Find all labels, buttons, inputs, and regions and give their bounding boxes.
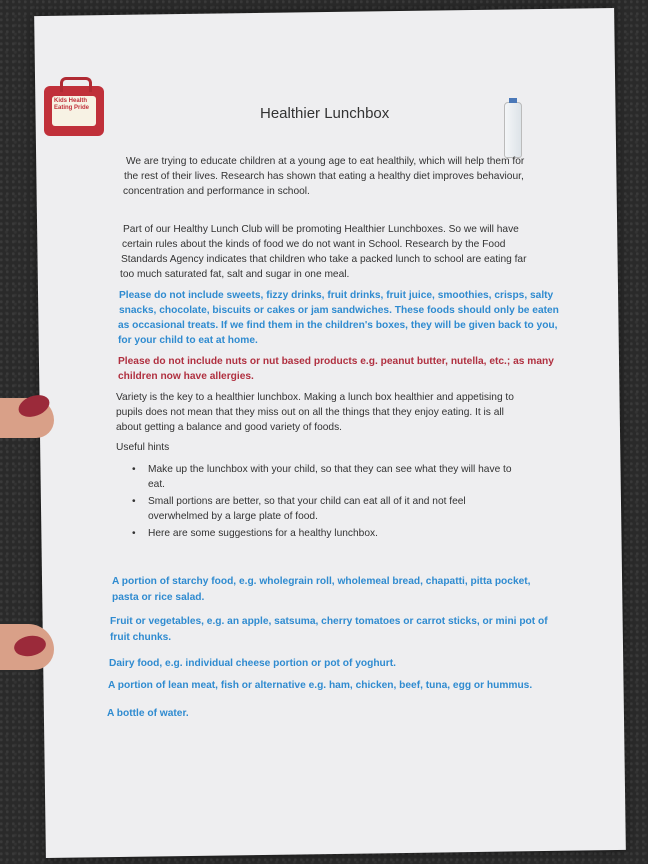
hints-heading: Useful hints [116,442,170,453]
variety-line-3: about getting a balance and good variety of foods. [116,422,342,433]
sweets-rule-line-3: as occasional treats. If we find them in the children's boxes, they will be given back to you, [118,320,558,331]
hint-2-line-1: Small portions are better, so that your child can eat all of it and not feel [148,496,466,507]
hint-1-line-2: eat. [148,479,165,490]
variety-line-2: pupils does not mean that they miss out on all the things that they enjoy eating. It is all [116,407,504,418]
nuts-rule-line-2: children now have allergies. [118,371,254,382]
sweets-rule-line-1: Please do not include sweets, fizzy drinks, fruit drinks, fruit juice, smoothies, crisps, salty [119,290,554,301]
hint-item [148,494,512,524]
intro-line-1: We are trying to educate children at a young age to eat healthily, which will help them for [126,156,525,167]
bottle-cap [509,98,517,103]
nuts-rule-line-1: Please do not include nuts or nut based products e.g. peanut butter, nutella, etc.; as many [118,356,554,367]
club-line-4: too much saturated fat, salt and sugar in one meal. [120,269,350,280]
suggestion-water: A bottle of water. [107,708,189,719]
club-line-3: Standards Agency indicates that children who take a packed lunch to school are eating far [121,254,527,265]
water-bottle-icon [504,102,522,158]
club-line-2: certain rules about the kinds of food we do not want in School. Research by the Food [122,239,506,250]
page-title: Healthier Lunchbox [260,105,390,122]
suggestion-fruit-line-1: Fruit or vegetables, e.g. an apple, satsuma, cherry tomatoes or carrot sticks, or mini pot of [110,616,548,627]
suggestion-starchy-line-2: pasta or rice salad. [112,592,205,603]
hint-2-line-2: overwhelmed by a large plate of food. [148,511,318,522]
variety-line-1: Variety is the key to a healthier lunchbox. Making a lunch box healthier and appetising to [116,392,514,403]
hint-item [148,462,512,492]
hint-item [148,526,512,541]
hints-list [148,462,512,541]
lunchbox-logo [44,86,104,136]
hint-3-line-1: Here are some suggestions for a healthy lunchbox. [148,528,378,539]
sweets-rule-line-4: for your child to eat at home. [118,335,258,346]
hint-1-line-1: Make up the lunchbox with your child, so that they can see what they will have to [148,464,512,475]
sweets-rule-line-2: snacks, chocolate, biscuits or cakes or jam sandwiches. These foods should only be eaten [119,305,559,316]
lunchbox-handle [60,77,92,92]
suggestion-fruit-line-2: fruit chunks. [110,632,172,643]
suggestion-dairy: Dairy food, e.g. individual cheese portion or pot of yoghurt. [109,658,396,669]
intro-line-3: concentration and performance in school. [123,186,310,197]
suggestion-starchy-line-1: A portion of starchy food, e.g. wholegrain roll, wholemeal bread, chapatti, pitta pocket, [112,576,531,587]
suggestion-protein: A portion of lean meat, fish or alternative e.g. ham, chicken, beef, tuna, egg or hummus. [108,680,533,691]
logo-label: Kids Health Eating Pride [52,96,96,126]
intro-line-2: the rest of their lives. Research has shown that eating a healthy diet improves behaviour, [124,171,524,182]
club-line-1: Part of our Healthy Lunch Club will be promoting Healthier Lunchboxes. So we will have [123,224,519,235]
